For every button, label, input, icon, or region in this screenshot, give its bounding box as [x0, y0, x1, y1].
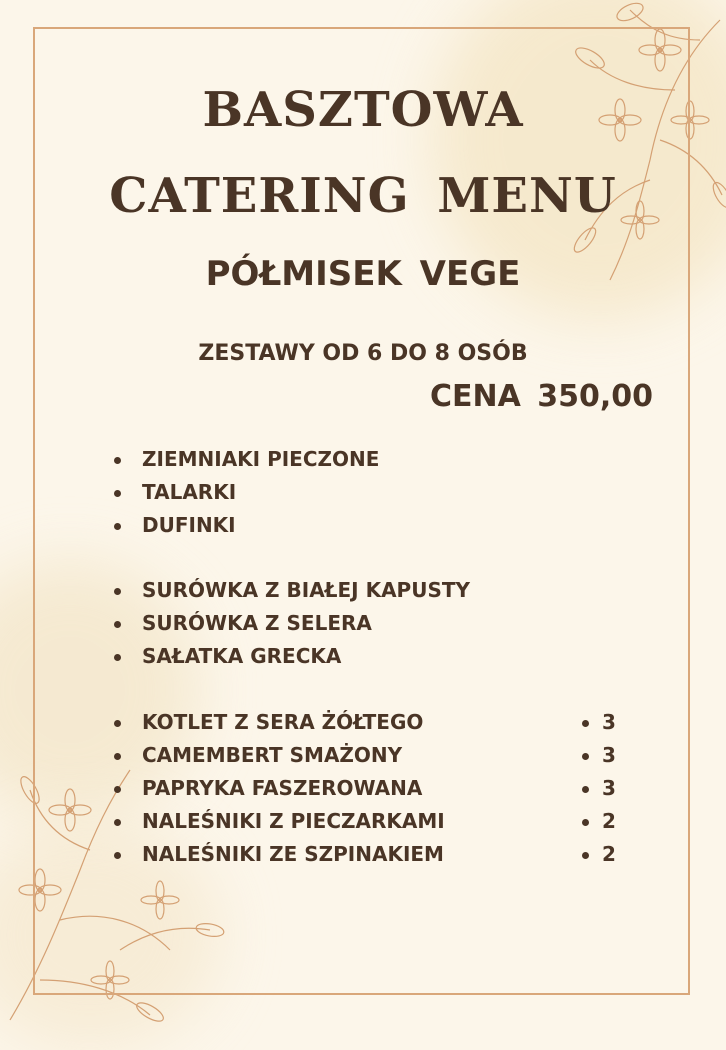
- item-quantity: 2: [602, 838, 616, 871]
- list-item: [112, 706, 672, 739]
- bullet-icon: [114, 588, 121, 595]
- item-label: KOTLET Z SERA ŻÓŁTEGO: [142, 710, 424, 734]
- platter-name: PÓŁMISEK VEGE: [205, 254, 521, 294]
- list-item: [112, 443, 672, 476]
- bullet-icon: [114, 753, 121, 760]
- list-item: [112, 838, 672, 871]
- bullet-icon: [114, 457, 121, 464]
- item-quantity: 3: [602, 739, 616, 772]
- item-label: SAŁATKA GRECKA: [142, 644, 342, 668]
- list-item: [112, 476, 672, 509]
- item-label: SURÓWKA Z SELERA: [142, 611, 372, 635]
- item-quantity: 3: [602, 706, 616, 739]
- item-label: DUFINKI: [142, 513, 236, 537]
- bullet-icon: [114, 852, 121, 859]
- list-item: [112, 805, 672, 838]
- item-label: NALEŚNIKI ZE SZPINAKIEM: [142, 842, 444, 866]
- menu-group-mains: [112, 706, 672, 871]
- list-item: [112, 607, 672, 640]
- bullet-icon: [114, 654, 121, 661]
- list-item: [112, 739, 672, 772]
- bullet-icon: [114, 621, 121, 628]
- serving-size: ZESTAWY OD 6 DO 8 OSÓB: [198, 341, 528, 366]
- menu-title: CATERING MENU: [109, 168, 617, 224]
- item-label: SURÓWKA Z BIAŁEJ KAPUSTY: [142, 578, 470, 602]
- item-label: TALARKI: [142, 480, 237, 504]
- bullet-icon: [114, 720, 121, 727]
- item-label: PAPRYKA FASZEROWANA: [142, 776, 423, 800]
- bullet-icon: [114, 490, 121, 497]
- bullet-icon: [114, 523, 121, 530]
- menu-group-potatoes: [112, 443, 672, 542]
- restaurant-name: BASZTOWA: [202, 82, 524, 138]
- item-label: NALEŚNIKI Z PIECZARKAMI: [142, 809, 445, 833]
- bullet-icon: [114, 786, 121, 793]
- item-label: ZIEMNIAKI PIECZONE: [142, 447, 380, 471]
- item-label: CAMEMBERT SMAŻONY: [142, 743, 403, 767]
- list-item: [112, 640, 672, 673]
- item-quantity: 3: [602, 772, 616, 805]
- item-quantity: 2: [602, 805, 616, 838]
- price: CENA 350,00: [430, 379, 654, 414]
- list-item: [112, 509, 672, 542]
- menu-group-salads: [112, 574, 672, 673]
- list-item: [112, 772, 672, 805]
- bullet-icon: [114, 819, 121, 826]
- list-item: [112, 574, 672, 607]
